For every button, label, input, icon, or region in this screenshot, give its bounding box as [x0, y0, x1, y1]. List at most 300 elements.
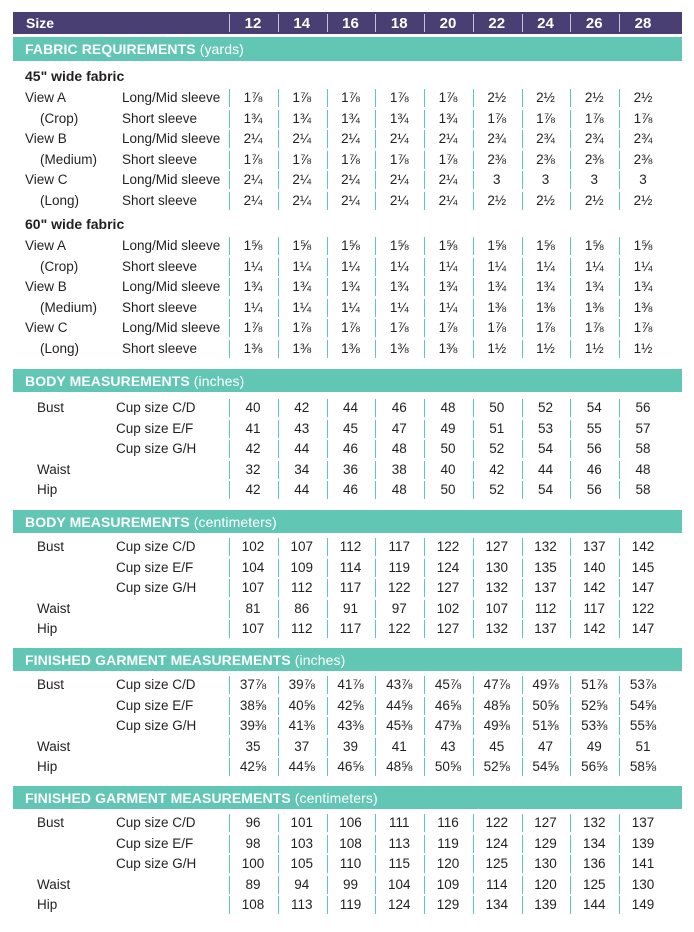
- table-cell: 1¼: [292, 299, 312, 315]
- table-cell: 2½: [584, 193, 604, 208]
- section-title: [25, 652, 345, 668]
- row-sublabel: Cup size C/D: [116, 400, 196, 415]
- table-cell: 54⅝: [629, 697, 657, 713]
- table-cell: 57: [635, 420, 651, 436]
- table-cell: 2¼: [292, 193, 312, 208]
- table-cell: 119: [388, 559, 411, 575]
- table-cell: 52: [489, 482, 505, 498]
- row-label: (Crop): [40, 110, 79, 126]
- section-band: [13, 510, 682, 533]
- table-cell: 98: [245, 835, 261, 851]
- section-title-text: BODY MEASUREMENTS: [25, 373, 190, 389]
- table-cell: 52: [489, 441, 505, 457]
- table-cell: 119: [339, 897, 362, 913]
- table-cell: 1⅞: [438, 320, 458, 336]
- table-cell: 1⅞: [243, 320, 263, 336]
- table-cell: 2½: [633, 193, 653, 208]
- table-cell: 46: [586, 461, 602, 477]
- table-cell: 91: [342, 600, 359, 616]
- table-cell: 48: [440, 400, 456, 415]
- row-sublabel: Cup size C/D: [116, 539, 196, 554]
- table-cell: 45⅞: [434, 677, 462, 692]
- table-row: [13, 895, 682, 915]
- row-sublabel: Long/Mid sleeve: [122, 172, 221, 188]
- table-cell: 56: [635, 400, 651, 415]
- table-cell: 97: [391, 600, 407, 616]
- table-cell: 1⅜: [633, 299, 653, 315]
- table-cell: 50: [489, 400, 505, 415]
- table-cell: 105: [290, 856, 314, 872]
- section-band: [13, 786, 682, 809]
- table-cell: 108: [241, 897, 265, 913]
- table-cell: 38⅝: [239, 697, 267, 713]
- table-cell: 40: [440, 461, 456, 477]
- row-sublabel: Short sleeve: [122, 258, 198, 274]
- table-cell: 1¼: [633, 258, 653, 274]
- table-cell: 1½: [487, 341, 507, 356]
- table-cell: 1⅝: [633, 238, 653, 253]
- table-cell: 39⅞: [288, 677, 315, 692]
- row-label: Hip: [37, 621, 58, 637]
- table-cell: 1⅞: [389, 90, 409, 105]
- table-row: [13, 854, 682, 874]
- table-cell: 54⅝: [532, 759, 559, 775]
- table-cell: 113: [290, 897, 313, 913]
- size-header-20: 20: [439, 15, 457, 32]
- table-cell: 38: [391, 461, 407, 477]
- table-cell: 44⅝: [386, 697, 413, 713]
- table-cell: 122: [485, 815, 509, 830]
- table-cell: 2¼: [438, 172, 458, 188]
- table-cell: 1⅞: [341, 151, 360, 167]
- table-cell: 127: [436, 621, 460, 637]
- table-cell: 124: [485, 835, 509, 851]
- row-label: (Long): [40, 341, 80, 356]
- table-cell: 2¼: [389, 172, 409, 188]
- table-cell: 47: [537, 738, 554, 754]
- table-row: [13, 88, 682, 108]
- table-cell: 134: [485, 897, 509, 913]
- table-cell: 127: [436, 580, 460, 596]
- table-cell: 1⅞: [584, 320, 604, 336]
- table-cell: 1¾: [584, 279, 604, 295]
- table-cell: 100: [241, 856, 265, 872]
- table-cell: 1⅝: [292, 238, 312, 253]
- table-cell: 107: [485, 600, 509, 616]
- table-cell: 109: [290, 559, 314, 575]
- table-cell: 40: [245, 400, 261, 415]
- table-row: [13, 619, 682, 639]
- table-cell: 1⅞: [243, 151, 263, 167]
- table-cell: 102: [241, 539, 265, 554]
- table-cell: 53⅜: [581, 718, 608, 734]
- section-title-text: FINISHED GARMENT MEASUREMENTS: [25, 652, 291, 668]
- table-row: [13, 257, 682, 277]
- section-band: [13, 648, 682, 671]
- row-label: View B: [25, 131, 67, 147]
- row-label: (Long): [40, 193, 80, 208]
- table-cell: 1⅞: [438, 151, 458, 167]
- table-cell: 2½: [487, 90, 507, 105]
- table-cell: 40⅝: [288, 697, 315, 713]
- table-cell: 140: [582, 559, 606, 575]
- table-cell: 2½: [536, 90, 555, 105]
- table-cell: 2¾: [536, 131, 555, 147]
- table-cell: 122: [631, 600, 655, 616]
- table-cell: 1⅞: [292, 151, 312, 167]
- table-cell: 41: [391, 738, 407, 754]
- table-cell: 104: [387, 876, 411, 892]
- table-cell: 99: [342, 876, 359, 892]
- row-sublabel: Cup size G/H: [116, 856, 197, 872]
- section-title-unit: (inches): [193, 373, 245, 389]
- table-cell: 37⅞: [239, 677, 267, 692]
- fabric-width-heading: 60" wide fabric: [25, 216, 125, 232]
- table-cell: 134: [582, 835, 606, 851]
- table-cell: 81: [245, 600, 261, 616]
- fabric-width-heading: 45" wide fabric: [25, 68, 125, 84]
- row-label: Waist: [37, 876, 71, 892]
- table-cell: 1⅜: [584, 299, 604, 315]
- table-cell: 122: [387, 621, 411, 637]
- table-cell: 49: [440, 420, 456, 436]
- section-title-unit: (inches): [294, 652, 346, 668]
- table-cell: 1¾: [341, 110, 360, 126]
- table-cell: 130: [534, 856, 557, 872]
- table-cell: 58: [635, 482, 651, 498]
- table-cell: 2¼: [438, 131, 458, 147]
- table-cell: 1¾: [243, 110, 263, 126]
- table-cell: 1⅞: [438, 90, 458, 105]
- table-cell: 129: [534, 835, 557, 851]
- table-cell: 42⅝: [239, 759, 267, 775]
- table-cell: 49⅜: [483, 718, 510, 734]
- table-cell: 1⅜: [536, 299, 555, 315]
- table-cell: 46: [342, 482, 359, 498]
- table-cell: 1¾: [389, 110, 409, 126]
- table-cell: 1⅞: [633, 110, 653, 126]
- table-row: [13, 599, 682, 619]
- size-header-16: 16: [342, 15, 359, 32]
- table-cell: 109: [436, 876, 460, 892]
- table-cell: 127: [485, 539, 509, 554]
- table-cell: 1⅞: [389, 151, 409, 167]
- table-cell: 1¼: [243, 299, 263, 315]
- table-cell: 47⅞: [483, 677, 510, 692]
- table-cell: 112: [290, 621, 313, 637]
- table-cell: 2¼: [341, 131, 360, 147]
- table-cell: 43⅜: [337, 718, 364, 734]
- table-cell: 42: [245, 441, 261, 457]
- table-cell: 42⅝: [337, 697, 364, 713]
- size-header-14: 14: [293, 15, 311, 32]
- table-cell: 119: [437, 835, 459, 851]
- table-cell: 1¼: [389, 258, 409, 274]
- row-label: Hip: [37, 759, 58, 775]
- table-cell: 107: [241, 621, 265, 637]
- table-cell: 145: [631, 559, 655, 575]
- table-cell: 51⅞: [581, 677, 608, 692]
- table-row: [13, 696, 682, 716]
- table-cell: 1¼: [438, 299, 458, 315]
- table-cell: 1⅝: [438, 238, 458, 253]
- table-row: [13, 675, 682, 695]
- table-cell: 1¼: [341, 299, 360, 315]
- table-cell: 2½: [487, 193, 507, 208]
- table-cell: 115: [388, 856, 411, 872]
- table-cell: 1¾: [243, 279, 263, 295]
- table-cell: 102: [436, 600, 460, 616]
- table-cell: 1¾: [536, 279, 555, 295]
- size-header-24: 24: [537, 15, 554, 32]
- table-cell: 53: [537, 420, 554, 436]
- row-label: View C: [25, 172, 68, 188]
- table-cell: 43: [294, 420, 310, 436]
- table-cell: 43: [440, 738, 456, 754]
- table-cell: 1¼: [438, 258, 458, 274]
- table-cell: 44: [342, 400, 359, 415]
- table-cell: 96: [245, 815, 261, 830]
- table-cell: 127: [534, 815, 557, 830]
- row-label: View B: [25, 279, 67, 295]
- table-cell: 132: [485, 580, 509, 596]
- table-cell: 2¼: [341, 193, 360, 208]
- table-cell: 45⅜: [386, 718, 413, 734]
- table-cell: 132: [534, 539, 557, 554]
- table-cell: 39: [342, 738, 359, 754]
- table-cell: 120: [534, 876, 557, 892]
- row-sublabel: Cup size C/D: [116, 677, 196, 692]
- size-header-28: 28: [634, 15, 652, 32]
- table-cell: 41: [245, 420, 261, 436]
- table-cell: 50: [440, 441, 456, 457]
- row-sublabel: Cup size G/H: [116, 580, 197, 596]
- table-cell: 50⅝: [532, 697, 559, 713]
- table-cell: 42: [489, 461, 505, 477]
- row-sublabel: Cup size C/D: [116, 815, 196, 830]
- section-band: [13, 37, 682, 61]
- table-cell: 117: [339, 580, 362, 596]
- table-cell: 34: [294, 461, 310, 477]
- table-cell: 1⅞: [341, 90, 360, 105]
- table-cell: 1⅞: [584, 110, 604, 126]
- table-cell: 42: [245, 482, 261, 498]
- row-label: Waist: [37, 738, 71, 754]
- table-cell: 55: [586, 420, 602, 436]
- table-cell: 144: [582, 897, 606, 913]
- section-title-unit: (centimeters): [294, 790, 378, 806]
- table-cell: 112: [290, 580, 313, 596]
- table-cell: 1¾: [438, 110, 458, 126]
- table-row: [13, 716, 682, 736]
- table-cell: 1⅜: [341, 341, 360, 356]
- table-cell: 1¾: [341, 279, 360, 295]
- table-cell: 49⅞: [532, 677, 559, 692]
- table-row: [13, 419, 682, 439]
- table-cell: 45: [342, 420, 359, 436]
- table-cell: 1¼: [536, 258, 555, 274]
- table-cell: 44⅝: [288, 759, 315, 775]
- table-row: [13, 558, 682, 578]
- table-cell: 2¼: [341, 172, 360, 188]
- table-row: [13, 737, 682, 757]
- section-title-unit: (yards): [199, 41, 244, 57]
- table-cell: 1½: [536, 341, 555, 356]
- row-sublabel: Short sleeve: [122, 193, 198, 208]
- size-header-22: 22: [488, 15, 506, 32]
- table-cell: 2¼: [389, 131, 409, 147]
- table-cell: 2¼: [389, 193, 409, 208]
- table-cell: 51⅜: [532, 718, 559, 734]
- row-label: Hip: [37, 482, 58, 498]
- table-row: [13, 813, 682, 833]
- table-cell: 58⅝: [629, 759, 657, 775]
- table-cell: 107: [290, 539, 314, 554]
- table-row: [13, 277, 682, 297]
- table-cell: 116: [437, 815, 459, 830]
- row-label: View A: [25, 90, 67, 105]
- table-cell: 1½: [584, 341, 604, 356]
- table-cell: 54: [537, 441, 554, 457]
- row-sublabel: Long/Mid sleeve: [122, 238, 221, 253]
- table-cell: 1⅞: [536, 110, 555, 126]
- table-cell: 32: [245, 461, 261, 477]
- table-cell: 1⅝: [584, 238, 604, 253]
- table-cell: 53⅞: [629, 677, 657, 692]
- table-cell: 130: [631, 876, 655, 892]
- table-cell: 117: [583, 600, 606, 616]
- size-header-bar: [13, 12, 682, 34]
- table-cell: 2½: [584, 90, 604, 105]
- table-cell: 1¾: [633, 279, 653, 295]
- table-row: [13, 398, 682, 418]
- row-label: Bust: [37, 815, 65, 830]
- table-cell: 46: [391, 400, 407, 415]
- table-cell: 56⅝: [581, 759, 608, 775]
- table-cell: 41⅞: [337, 677, 364, 692]
- table-cell: 39⅜: [239, 718, 267, 734]
- table-cell: 46⅝: [337, 759, 364, 775]
- table-cell: 1¾: [292, 279, 312, 295]
- table-cell: 46: [342, 441, 359, 457]
- table-row: [13, 150, 682, 170]
- table-cell: 1½: [633, 341, 653, 356]
- table-cell: 1¾: [438, 279, 458, 295]
- table-cell: 108: [339, 835, 362, 851]
- table-cell: 104: [241, 559, 265, 575]
- table-cell: 51: [489, 420, 505, 436]
- table-row: [13, 480, 682, 500]
- table-cell: 3: [541, 172, 550, 188]
- row-label: (Medium): [40, 151, 98, 167]
- table-cell: 2¼: [438, 193, 458, 208]
- table-cell: 147: [631, 580, 655, 596]
- table-cell: 142: [582, 621, 606, 637]
- table-cell: 147: [631, 621, 655, 637]
- table-cell: 52⅝: [483, 759, 510, 775]
- section-title: [25, 790, 378, 806]
- table-cell: 36: [342, 461, 359, 477]
- row-sublabel: Long/Mid sleeve: [122, 131, 221, 147]
- table-cell: 45: [489, 738, 505, 754]
- table-cell: 1¼: [389, 299, 409, 315]
- table-cell: 47: [391, 420, 407, 436]
- table-cell: 1⅜: [292, 341, 312, 356]
- table-cell: 132: [485, 621, 509, 637]
- table-cell: 37: [294, 738, 310, 754]
- table-cell: 56: [586, 441, 602, 457]
- section-title-text: BODY MEASUREMENTS: [25, 514, 190, 530]
- table-cell: 117: [388, 539, 411, 554]
- row-sublabel: Cup size E/F: [116, 697, 194, 713]
- table-cell: 124: [436, 559, 460, 575]
- table-cell: 2¼: [243, 131, 263, 147]
- table-cell: 3: [590, 172, 598, 188]
- table-cell: 47⅜: [434, 718, 462, 734]
- table-cell: 1¼: [584, 258, 604, 274]
- row-sublabel: Cup size E/F: [116, 420, 194, 436]
- table-cell: 1⅜: [487, 299, 507, 315]
- table-row: [13, 757, 682, 777]
- table-row: [13, 236, 682, 256]
- table-cell: 1¾: [487, 279, 507, 295]
- table-cell: 114: [485, 876, 508, 892]
- table-cell: 50: [440, 482, 456, 498]
- table-cell: 48: [391, 441, 407, 457]
- table-cell: 52⅝: [581, 697, 608, 713]
- table-cell: 41⅜: [288, 718, 315, 734]
- table-cell: 42: [294, 400, 310, 415]
- table-cell: 2⅜: [487, 151, 507, 167]
- table-row: [13, 439, 682, 459]
- table-cell: 2¼: [243, 193, 263, 208]
- table-cell: 1⅜: [438, 341, 458, 356]
- table-cell: 2¾: [487, 131, 507, 147]
- table-cell: 137: [631, 815, 655, 830]
- table-cell: 2½: [633, 90, 653, 105]
- row-label: View A: [25, 238, 67, 253]
- table-cell: 35: [245, 738, 261, 754]
- table-cell: 101: [290, 815, 314, 830]
- section-title-text: FABRIC REQUIREMENTS: [25, 41, 196, 57]
- table-cell: 125: [485, 856, 509, 872]
- table-cell: 44: [537, 461, 554, 477]
- section-band: [13, 369, 682, 392]
- table-cell: 1⅜: [389, 341, 409, 356]
- section-title-unit: (centimeters): [193, 514, 277, 530]
- table-cell: 106: [339, 815, 362, 830]
- table-row: [13, 537, 682, 557]
- row-sublabel: Short sleeve: [122, 299, 198, 315]
- size-header-12: 12: [244, 15, 262, 32]
- table-cell: 48: [391, 482, 407, 498]
- table-cell: 58: [635, 441, 651, 457]
- table-cell: 114: [339, 559, 362, 575]
- row-label: Waist: [37, 600, 71, 616]
- table-cell: 1⅞: [341, 320, 360, 336]
- table-cell: 56: [586, 482, 602, 498]
- table-cell: 86: [294, 600, 310, 616]
- table-cell: 103: [290, 835, 314, 851]
- table-cell: 1⅝: [341, 238, 360, 253]
- size-header-label: Size: [26, 15, 55, 31]
- table-cell: 2¼: [292, 172, 312, 188]
- table-cell: 51: [635, 738, 651, 754]
- row-label: Bust: [37, 677, 65, 692]
- table-cell: 135: [534, 559, 557, 575]
- table-row: [13, 834, 682, 854]
- table-cell: 117: [339, 621, 362, 637]
